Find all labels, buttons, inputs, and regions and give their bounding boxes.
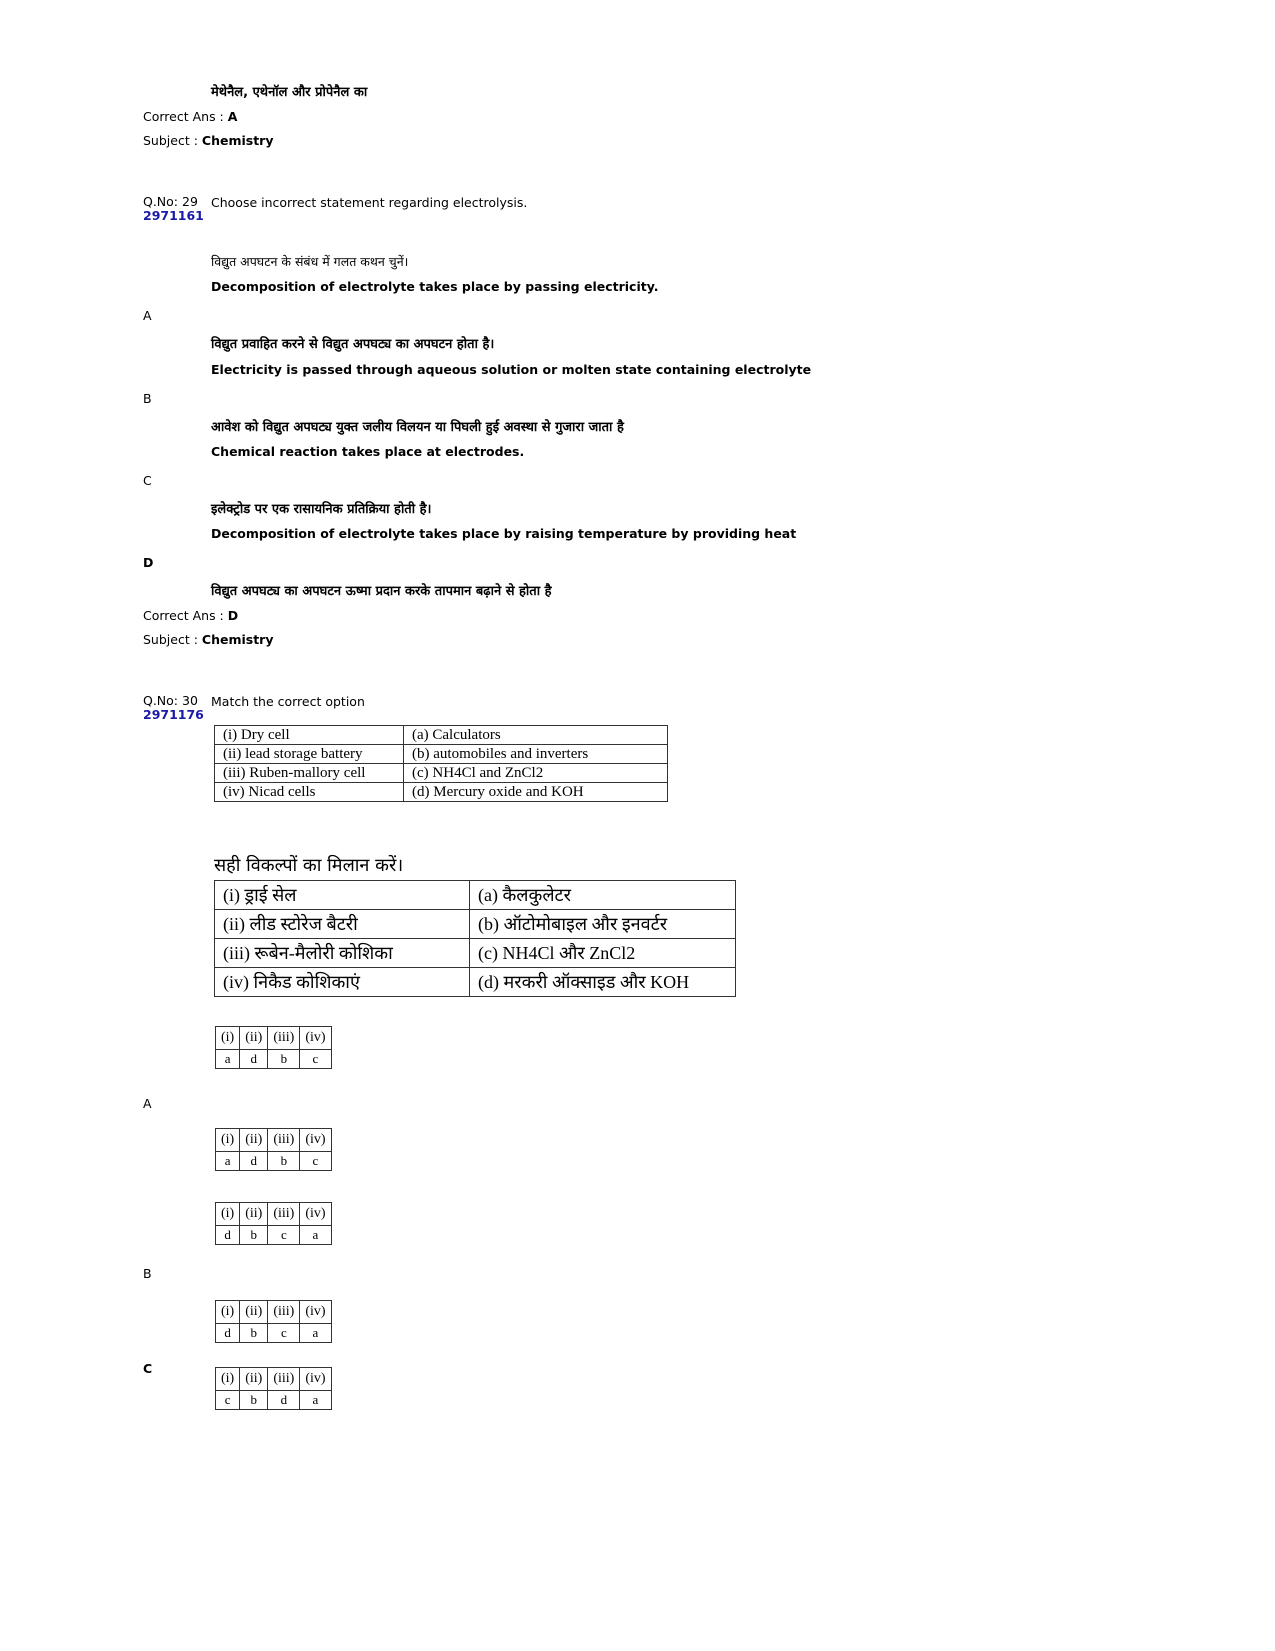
table-row	[216, 1368, 332, 1391]
answer-header: (ii)	[240, 1027, 268, 1050]
answer-value: a	[216, 1152, 240, 1171]
q29-option-a-hi: विद्युत प्रवाहित करने से विद्युत अपघट्य का अपघटन होता है।	[211, 337, 495, 352]
q28-correct-answer: Correct Ans : A	[143, 109, 238, 124]
table-row	[216, 1324, 332, 1343]
q28-subject: Subject : Chemistry	[143, 133, 274, 148]
answer-header: (iv)	[300, 1203, 331, 1226]
answer-header: (iii)	[268, 1129, 300, 1152]
answer-value: a	[300, 1391, 331, 1410]
match-left-cell: (iv) निकैड कोशिकाएं	[215, 968, 470, 997]
answer-header: (i)	[216, 1129, 240, 1152]
q29-option-b-hi: आवेश को विद्युत अपघट्य युक्त जलीय विलयन या पिघली हुई अवस्था से गुजारा जाता है	[211, 420, 624, 435]
q29-subject: Subject : Chemistry	[143, 632, 274, 647]
match-right-cell: (d) Mercury oxide and KOH	[404, 783, 668, 802]
q30-option-b-letter: B	[143, 1266, 152, 1281]
answer-value: d	[240, 1050, 268, 1069]
table-row	[216, 1129, 332, 1152]
answer-header: (ii)	[240, 1129, 268, 1152]
match-right-cell: (c) NH4Cl and ZnCl2	[404, 764, 668, 783]
q30-id: 2971176	[143, 707, 204, 722]
answer-value: d	[240, 1152, 268, 1171]
match-right-cell: (b) ऑटोमोबाइल और इनवर्टर	[470, 910, 736, 939]
match-right-cell: (d) मरकरी ऑक्साइड और KOH	[470, 968, 736, 997]
table-row	[215, 726, 668, 745]
q29-id: 2971161	[143, 208, 204, 223]
answer-header: (iii)	[268, 1301, 300, 1324]
q28-option-d-hindi: मेथेनैल, एथेनॉल और प्रोपेनैल का	[211, 85, 368, 100]
answer-value: c	[268, 1226, 300, 1245]
q29-option-b-letter: B	[143, 391, 152, 406]
answer-value: c	[300, 1050, 331, 1069]
q30-question-hi: सही विकल्पों का मिलान करें।	[214, 855, 404, 876]
q29-option-c-hi: इलेक्ट्रोड पर एक रासायनिक प्रतिक्रिया होती है।	[211, 502, 432, 517]
answer-value: d	[216, 1324, 240, 1343]
table-row	[215, 783, 668, 802]
table-row	[215, 910, 736, 939]
table-row	[215, 764, 668, 783]
answer-value: b	[240, 1226, 268, 1245]
q30-question-en: Match the correct option	[211, 694, 365, 709]
answer-value: a	[300, 1324, 331, 1343]
table-row	[215, 968, 736, 997]
table-row	[216, 1152, 332, 1171]
answer-value: b	[268, 1050, 300, 1069]
answer-header: (ii)	[240, 1301, 268, 1324]
table-row	[215, 745, 668, 764]
table-row	[216, 1050, 332, 1069]
answer-header: (iii)	[268, 1203, 300, 1226]
answer-header: (iv)	[300, 1027, 331, 1050]
q29-number: Q.No: 29	[143, 194, 198, 209]
table-row	[216, 1203, 332, 1226]
table-row	[215, 939, 736, 968]
match-left-cell: (iii) रूबेन-मैलोरी कोशिका	[215, 939, 470, 968]
q29-option-c-letter: C	[143, 473, 152, 488]
q29-option-a-en: Decomposition of electrolyte takes place by passing electricity.	[211, 279, 659, 294]
answer-value: d	[268, 1391, 300, 1410]
match-right-cell: (a) कैलकुलेटर	[470, 881, 736, 910]
q29-option-d-letter: D	[143, 555, 154, 570]
table-row	[216, 1226, 332, 1245]
answer-header: (iv)	[300, 1129, 331, 1152]
match-right-cell: (a) Calculators	[404, 726, 668, 745]
answer-header: (i)	[216, 1027, 240, 1050]
q30-option-b-table-en	[215, 1202, 332, 1245]
q29-option-d-hi: विद्युत अपघट्य का अपघटन ऊष्मा प्रदान करके तापमान बढ़ाने से होता है	[211, 584, 552, 599]
q29-correct-answer: Correct Ans : D	[143, 608, 239, 623]
match-right-cell: (b) automobiles and inverters	[404, 745, 668, 764]
table-row	[216, 1027, 332, 1050]
answer-header: (i)	[216, 1368, 240, 1391]
q29-question-hi: विद्युत अपघटन के संबंध में गलत कथन चुनें।	[211, 254, 409, 269]
q29-option-c-en: Chemical reaction takes place at electrodes.	[211, 444, 525, 459]
answer-header: (i)	[216, 1301, 240, 1324]
q30-option-c-letter: C	[143, 1361, 153, 1376]
q29-option-b-en: Electricity is passed through aqueous solution or molten state containing electrolyte	[211, 362, 812, 377]
answer-value: c	[268, 1324, 300, 1343]
answer-header: (iv)	[300, 1368, 331, 1391]
q30-match-table-hi	[214, 880, 736, 997]
q30-match-table-en	[214, 725, 668, 802]
q30-option-c-table-en	[215, 1367, 332, 1410]
answer-header: (iii)	[268, 1368, 300, 1391]
answer-value: b	[240, 1324, 268, 1343]
answer-header: (iii)	[268, 1027, 300, 1050]
match-left-cell: (ii) lead storage battery	[215, 745, 404, 764]
match-left-cell: (iv) Nicad cells	[215, 783, 404, 802]
answer-value: c	[300, 1152, 331, 1171]
q30-option-b-table-hi	[215, 1300, 332, 1343]
q29-question-en: Choose incorrect statement regarding electrolysis.	[211, 195, 528, 210]
answer-value: a	[216, 1050, 240, 1069]
q30-option-a-table-hi	[215, 1128, 332, 1171]
table-row	[215, 881, 736, 910]
answer-header: (iv)	[300, 1301, 331, 1324]
match-left-cell: (ii) लीड स्टोरेज बैटरी	[215, 910, 470, 939]
answer-header: (ii)	[240, 1368, 268, 1391]
answer-value: c	[216, 1391, 240, 1410]
table-row	[216, 1301, 332, 1324]
match-left-cell: (i) Dry cell	[215, 726, 404, 745]
answer-value: b	[240, 1391, 268, 1410]
q29-option-a-letter: A	[143, 308, 152, 323]
q29-option-d-en: Decomposition of electrolyte takes place by raising temperature by providing heat	[211, 526, 797, 541]
answer-header: (i)	[216, 1203, 240, 1226]
answer-value: a	[300, 1226, 331, 1245]
q30-option-a-letter: A	[143, 1096, 152, 1111]
table-row	[216, 1391, 332, 1410]
q30-number: Q.No: 30	[143, 693, 198, 708]
answer-value: b	[268, 1152, 300, 1171]
match-left-cell: (i) ड्राई सेल	[215, 881, 470, 910]
q30-option-a-table-en	[215, 1026, 332, 1069]
match-right-cell: (c) NH4Cl और ZnCl2	[470, 939, 736, 968]
answer-header: (ii)	[240, 1203, 268, 1226]
match-left-cell: (iii) Ruben-mallory cell	[215, 764, 404, 783]
answer-value: d	[216, 1226, 240, 1245]
